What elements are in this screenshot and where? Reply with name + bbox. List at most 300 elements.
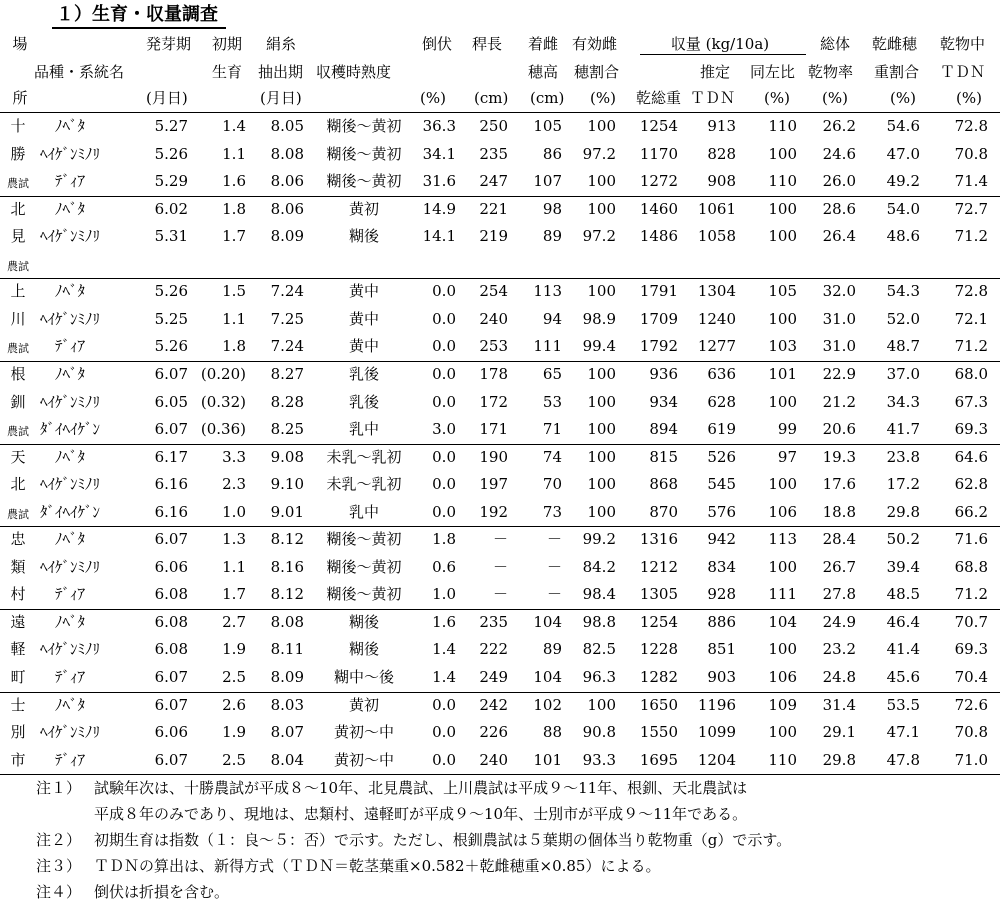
cell-tdn: 1240 — [697, 309, 736, 328]
cell-ear-h: 111 — [533, 337, 562, 356]
cell-variety: ﾉﾍﾞﾀ — [54, 447, 85, 466]
cell-lodging: 0.0 — [432, 364, 456, 383]
cell-dm: 19.3 — [822, 447, 856, 466]
cell-total: 1695 — [639, 750, 678, 769]
cell-variety: ﾃﾞｨｱ — [54, 172, 85, 191]
cell-silk: 8.27 — [270, 364, 304, 383]
cell-maturity: 乳中 — [348, 502, 379, 521]
cell-height: 219 — [479, 227, 508, 246]
cell-lodging: 0.0 — [432, 447, 456, 466]
cell-variety: ﾃﾞｨｱ — [54, 337, 85, 356]
cell-ratio: 100 — [768, 144, 797, 163]
cell-germ: 5.31 — [154, 227, 188, 246]
cell-early: 1.9 — [222, 640, 246, 659]
cell-dm: 24.9 — [822, 612, 856, 631]
group-separator — [0, 196, 1000, 197]
cell-height: 235 — [479, 144, 508, 163]
cell-ratio: 100 — [768, 227, 797, 246]
cell-maturity: 糊後 — [348, 227, 379, 246]
cell-ear-ratio: 100 — [587, 695, 616, 714]
cell-ear-h: 101 — [533, 750, 562, 769]
cell-lodging: 1.8 — [432, 530, 456, 549]
cell-maturity: 糊後 — [348, 640, 379, 659]
cell-germ: 6.07 — [154, 420, 188, 439]
cell-ear-h: 53 — [542, 392, 562, 411]
header-cell: (cm) — [474, 89, 509, 107]
site-label: 農試 — [7, 342, 29, 356]
cell-height: 172 — [479, 392, 508, 411]
cell-ear-dm: 54.6 — [886, 117, 920, 135]
cell-germ: 5.26 — [154, 282, 188, 301]
cell-lodging: 0.0 — [432, 282, 456, 301]
cell-height: 222 — [479, 640, 508, 659]
cell-lodging: 0.0 — [432, 750, 456, 769]
cell-ear-dm: 48.6 — [886, 227, 920, 246]
cell-germ: 6.17 — [154, 447, 188, 466]
cell-variety: ﾃﾞｨｱ — [54, 750, 85, 769]
cell-ear-ratio: 97.2 — [582, 227, 616, 246]
cell-ear-h: 104 — [533, 668, 562, 686]
cell-silk: 8.11 — [270, 640, 304, 659]
cell-ear-dm: 47.8 — [886, 750, 920, 769]
cell-ear-ratio: 100 — [587, 502, 616, 521]
header-cell: (%) — [822, 89, 848, 107]
cell-ear-ratio: 100 — [587, 172, 616, 191]
cell-ear-ratio: 99.2 — [582, 530, 616, 549]
cell-silk: 7.24 — [270, 337, 304, 356]
cell-silk: 8.28 — [270, 392, 304, 411]
header-cell: 有効雌 — [572, 35, 618, 53]
cell-maturity: 乳後 — [348, 392, 379, 411]
note-text: 倒伏は折損を含む。 — [94, 883, 230, 901]
site-label: 天 — [10, 447, 26, 466]
cell-early: 1.7 — [222, 227, 246, 246]
cell-total: 894 — [649, 420, 678, 439]
cell-ratio: 105 — [768, 282, 797, 301]
header-cell: ＴＤＮ — [690, 89, 736, 107]
cell-variety: ﾍｲｹﾞﾝﾐﾉﾘ — [39, 557, 100, 576]
header-cell: 場 — [12, 35, 28, 53]
cell-ear-h: 107 — [533, 172, 562, 191]
cell-ear-dm: 41.4 — [886, 640, 920, 659]
cell-early: 1.1 — [222, 144, 246, 163]
cell-maturity: 黄初 — [348, 695, 379, 714]
site-label: 根 — [10, 364, 26, 383]
header-cell: (月日) — [260, 89, 302, 107]
header-cell: 品種・系統名 — [34, 63, 125, 81]
cell-ear-dm: 47.1 — [886, 723, 920, 742]
cell-ratio: 100 — [768, 723, 797, 742]
cell-tdn-pct: 70.4 — [954, 668, 988, 686]
cell-ear-dm: 37.0 — [886, 364, 920, 383]
header-cell: 総体 — [820, 35, 851, 53]
cell-silk: 8.06 — [270, 199, 304, 218]
cell-variety: ﾉﾍﾞﾀ — [54, 612, 85, 631]
cell-tdn-pct: 62.8 — [954, 475, 988, 494]
site-label: 農試 — [7, 425, 29, 439]
header-cell: 稈長 — [472, 35, 503, 53]
cell-tdn: 526 — [707, 447, 736, 466]
cell-dm: 29.1 — [822, 723, 856, 742]
site-label: 上 — [10, 282, 26, 301]
header-cell: (%) — [956, 89, 982, 107]
cell-tdn-pct: 72.8 — [954, 117, 988, 135]
cell-ratio: 100 — [768, 475, 797, 494]
cell-total: 1254 — [639, 117, 678, 135]
cell-tdn: 1277 — [697, 337, 736, 356]
cell-dm: 23.2 — [822, 640, 856, 659]
cell-maturity: 糊後～黄初 — [326, 172, 402, 191]
cell-germ: 6.16 — [154, 475, 188, 494]
cell-height: 240 — [479, 309, 508, 328]
cell-maturity: 乳後 — [348, 364, 379, 383]
note-label: 注４） — [36, 883, 82, 901]
cell-tdn: 908 — [707, 172, 736, 191]
cell-ear-h: － — [546, 530, 562, 549]
header-cell: 生育 — [212, 63, 243, 81]
cell-ear-dm: 45.6 — [886, 668, 920, 686]
header-cell: 絹糸 — [266, 35, 297, 53]
cell-lodging: 14.9 — [422, 199, 456, 218]
cell-ear-h: 94 — [542, 309, 562, 328]
cell-variety: ﾉﾍﾞﾀ — [54, 364, 85, 383]
cell-silk: 8.08 — [270, 144, 304, 163]
cell-tdn: 545 — [707, 475, 736, 494]
cell-total: 934 — [649, 392, 678, 411]
cell-ratio: 109 — [768, 695, 797, 714]
cell-early: 1.5 — [222, 282, 246, 301]
cell-ear-dm: 50.2 — [886, 530, 920, 549]
cell-early: 2.6 — [222, 695, 246, 714]
cell-ratio: 100 — [768, 392, 797, 411]
site-label: 川 — [10, 309, 26, 328]
site-label: 北 — [10, 199, 26, 218]
cell-tdn-pct: 71.2 — [954, 585, 988, 604]
note-text: 試験年次は、十勝農試が平成８～10年、北見農試、上川農試は平成９～11年、根釧、天北農試は — [94, 779, 748, 797]
site-label: 北 — [10, 475, 26, 494]
cell-tdn-pct: 71.4 — [954, 172, 988, 191]
cell-tdn-pct: 71.0 — [954, 750, 988, 769]
cell-early: 1.8 — [222, 199, 246, 218]
cell-ear-ratio: 90.8 — [582, 723, 616, 742]
site-label: 市 — [10, 750, 26, 769]
cell-early: 1.0 — [222, 502, 246, 521]
cell-tdn: 828 — [707, 144, 736, 163]
cell-early: 1.6 — [222, 172, 246, 191]
cell-tdn: 834 — [707, 557, 736, 576]
cell-germ: 6.07 — [154, 668, 188, 686]
cell-ear-dm: 41.7 — [886, 420, 920, 439]
cell-ear-ratio: 100 — [587, 392, 616, 411]
cell-ratio: 97 — [777, 447, 797, 466]
cell-dm: 26.4 — [822, 227, 856, 246]
cell-silk: 8.07 — [270, 723, 304, 742]
cell-height: － — [492, 530, 508, 549]
cell-ear-h: 102 — [533, 695, 562, 714]
cell-ear-dm: 48.5 — [886, 585, 920, 604]
cell-height: 192 — [479, 502, 508, 521]
site-label: 村 — [10, 585, 26, 604]
cell-height: 226 — [479, 723, 508, 742]
cell-silk: 8.05 — [270, 117, 304, 135]
cell-lodging: 0.0 — [432, 392, 456, 411]
cell-early: (0.36) — [200, 420, 246, 439]
cell-ear-ratio: 99.4 — [582, 337, 616, 356]
cell-maturity: 糊後～黄初 — [326, 557, 402, 576]
group-separator — [0, 526, 1000, 527]
cell-variety: ﾍｲｹﾞﾝﾐﾉﾘ — [39, 392, 100, 411]
header-cell: 所 — [12, 89, 28, 107]
cell-ear-h: 89 — [542, 227, 562, 246]
cell-height: 253 — [479, 337, 508, 356]
cell-total: 936 — [649, 364, 678, 383]
cell-dm: 24.6 — [822, 144, 856, 163]
site-label: 十 — [10, 117, 26, 135]
cell-ratio: 100 — [768, 640, 797, 659]
cell-lodging: 36.3 — [422, 117, 456, 135]
cell-ear-dm: 54.3 — [886, 282, 920, 301]
cell-ear-h: 88 — [542, 723, 562, 742]
cell-lodging: 0.0 — [432, 475, 456, 494]
cell-germ: 6.06 — [154, 557, 188, 576]
cell-ratio: 101 — [768, 364, 797, 383]
header-cell: ＴＤＮ — [940, 63, 986, 81]
cell-ear-h: 74 — [542, 447, 562, 466]
cell-maturity: 黄初～中 — [333, 723, 394, 742]
cell-tdn: 928 — [707, 585, 736, 604]
cell-total: 1650 — [639, 695, 678, 714]
header-cell: 乾総重 — [636, 89, 682, 107]
group-separator — [0, 692, 1000, 693]
cell-tdn: 1061 — [697, 199, 736, 218]
cell-ear-dm: 54.0 — [886, 199, 920, 218]
group-separator — [0, 278, 1000, 279]
cell-ear-ratio: 98.8 — [582, 612, 616, 631]
cell-ear-h: 65 — [542, 364, 562, 383]
header-cell: 倒伏 — [422, 35, 453, 53]
cell-tdn: 1058 — [697, 227, 736, 246]
cell-maturity: 糊後～黄初 — [326, 117, 402, 135]
cell-silk: 8.09 — [270, 227, 304, 246]
header-cell: 穂高 — [528, 63, 559, 81]
cell-ear-ratio: 100 — [587, 447, 616, 466]
cell-silk: 8.03 — [270, 695, 304, 714]
cell-total: 1170 — [639, 144, 678, 163]
cell-ear-ratio: 84.2 — [582, 557, 616, 576]
cell-early: 2.7 — [222, 612, 246, 631]
cell-ear-ratio: 100 — [587, 282, 616, 301]
cell-height: 190 — [479, 447, 508, 466]
cell-silk: 7.25 — [270, 309, 304, 328]
cell-total: 815 — [649, 447, 678, 466]
cell-germ: 5.26 — [154, 337, 188, 356]
cell-height: － — [492, 585, 508, 604]
cell-ear-dm: 48.7 — [886, 337, 920, 356]
cell-ear-dm: 53.5 — [886, 695, 920, 714]
cell-germ: 6.08 — [154, 585, 188, 604]
cell-tdn: 851 — [707, 640, 736, 659]
cell-dm: 22.9 — [822, 364, 856, 383]
cell-germ: 6.02 — [154, 199, 188, 218]
cell-tdn-pct: 69.3 — [954, 420, 988, 439]
cell-ear-h: 89 — [542, 640, 562, 659]
header-cell: 収量 (kg/10a) — [670, 35, 770, 53]
cell-ear-dm: 46.4 — [886, 612, 920, 631]
cell-variety: ﾀﾞｲﾍｲｹﾞﾝ — [39, 502, 100, 521]
cell-tdn-pct: 64.6 — [954, 447, 988, 466]
cell-dm: 32.0 — [822, 282, 856, 301]
cell-total: 1791 — [639, 282, 678, 301]
cell-dm: 26.0 — [822, 172, 856, 191]
cell-total: 1460 — [639, 199, 678, 218]
cell-ear-ratio: 93.3 — [582, 750, 616, 769]
cell-lodging: 1.0 — [432, 585, 456, 604]
cell-dm: 28.4 — [822, 530, 856, 549]
cell-ear-h: － — [546, 557, 562, 576]
cell-variety: ﾃﾞｨｱ — [54, 668, 85, 686]
cell-variety: ﾍｲｹﾞﾝﾐﾉﾘ — [39, 640, 100, 659]
header-bottom-border — [0, 112, 1000, 113]
cell-ratio: 100 — [768, 309, 797, 328]
cell-variety: ﾉﾍﾞﾀ — [54, 282, 85, 301]
cell-ratio: 103 — [768, 337, 797, 356]
cell-total: 1709 — [639, 309, 678, 328]
cell-height: － — [492, 557, 508, 576]
cell-maturity: 糊後 — [348, 612, 379, 631]
cell-tdn: 1204 — [697, 750, 736, 769]
cell-silk: 9.10 — [270, 475, 304, 494]
cell-ear-dm: 52.0 — [886, 309, 920, 328]
cell-ear-ratio: 82.5 — [582, 640, 616, 659]
header-cell: 抽出期 — [258, 63, 304, 81]
cell-silk: 9.01 — [270, 502, 304, 521]
cell-germ: 5.27 — [154, 117, 188, 135]
cell-lodging: 0.0 — [432, 309, 456, 328]
cell-total: 1282 — [639, 668, 678, 686]
cell-dm: 31.4 — [822, 695, 856, 714]
cell-ear-dm: 34.3 — [886, 392, 920, 411]
cell-dm: 26.7 — [822, 557, 856, 576]
cell-tdn: 942 — [707, 530, 736, 549]
cell-ear-h: 71 — [542, 420, 562, 439]
cell-early: (0.20) — [200, 364, 246, 383]
cell-tdn: 628 — [707, 392, 736, 411]
cell-germ: 5.25 — [154, 309, 188, 328]
cell-germ: 6.06 — [154, 723, 188, 742]
cell-germ: 5.26 — [154, 144, 188, 163]
cell-height: 197 — [479, 475, 508, 494]
cell-ear-ratio: 100 — [587, 364, 616, 383]
cell-germ: 6.08 — [154, 612, 188, 631]
yield-table — [0, 32, 1000, 772]
header-cell: 乾物中 — [940, 35, 986, 53]
cell-ear-h: 86 — [542, 144, 562, 163]
cell-tdn: 576 — [707, 502, 736, 521]
cell-total: 1486 — [639, 227, 678, 246]
cell-ear-dm: 49.2 — [886, 172, 920, 191]
cell-height: 242 — [479, 695, 508, 714]
cell-early: 1.3 — [222, 530, 246, 549]
site-label: 見 — [10, 227, 26, 246]
header-cell: 穂割合 — [574, 63, 620, 81]
cell-ratio: 110 — [768, 117, 797, 135]
header-cell: (%) — [764, 89, 790, 107]
cell-total: 1550 — [639, 723, 678, 742]
site-label: 釧 — [10, 392, 26, 411]
header-cell: (月日) — [146, 89, 188, 107]
cell-tdn-pct: 70.7 — [954, 612, 988, 631]
page-title: １）生育・収量調査 — [52, 3, 226, 29]
cell-tdn: 913 — [707, 117, 736, 135]
site-label: 農試 — [7, 259, 29, 273]
cell-ear-ratio: 96.3 — [582, 668, 616, 686]
cell-ratio: 100 — [768, 199, 797, 218]
header-cell: 推定 — [700, 63, 731, 81]
note-label: 注３） — [36, 857, 82, 875]
cell-total: 870 — [649, 502, 678, 521]
header-cell: (cm) — [530, 89, 565, 107]
cell-early: 2.5 — [222, 750, 246, 769]
cell-ear-h: － — [546, 585, 562, 604]
cell-dm: 28.6 — [822, 199, 856, 218]
site-label: 士 — [10, 695, 26, 714]
note-label: 注２） — [36, 831, 82, 849]
cell-early: 1.4 — [222, 117, 246, 135]
cell-height: 240 — [479, 750, 508, 769]
cell-tdn: 619 — [707, 420, 736, 439]
cell-tdn-pct: 72.1 — [954, 309, 988, 328]
cell-dm: 17.6 — [822, 475, 856, 494]
cell-tdn: 1196 — [697, 695, 736, 714]
site-label: 軽 — [10, 640, 26, 659]
cell-early: 1.9 — [222, 723, 246, 742]
cell-tdn: 886 — [707, 612, 736, 631]
cell-tdn: 636 — [707, 364, 736, 383]
cell-tdn: 1304 — [697, 282, 736, 301]
header-cell: (%) — [590, 89, 616, 107]
cell-ear-h: 98 — [542, 199, 562, 218]
cell-tdn-pct: 68.0 — [954, 364, 988, 383]
cell-lodging: 34.1 — [422, 144, 456, 163]
cell-lodging: 0.0 — [432, 723, 456, 742]
header-cell: (%) — [890, 89, 916, 107]
cell-germ: 5.29 — [154, 172, 188, 191]
header-cell: (%) — [420, 89, 446, 107]
cell-maturity: 糊中～後 — [333, 668, 394, 686]
cell-early: 3.3 — [222, 447, 246, 466]
cell-ear-h: 104 — [533, 612, 562, 631]
cell-lodging: 3.0 — [432, 420, 456, 439]
cell-ear-h: 113 — [533, 282, 562, 301]
cell-ear-ratio: 97.2 — [582, 144, 616, 163]
header-cell: 着雌 — [528, 35, 559, 53]
cell-silk: 8.06 — [270, 172, 304, 191]
cell-total: 1272 — [639, 172, 678, 191]
cell-maturity: 糊後～黄初 — [326, 585, 402, 604]
cell-tdn: 1099 — [697, 723, 736, 742]
cell-variety: ﾃﾞｨｱ — [54, 585, 85, 604]
cell-maturity: 糊後～黄初 — [326, 144, 402, 163]
cell-ear-h: 70 — [542, 475, 562, 494]
cell-total: 1792 — [639, 337, 678, 356]
cell-tdn-pct: 71.2 — [954, 227, 988, 246]
header-cell: 乾雌穂 — [872, 35, 918, 53]
cell-dm: 20.6 — [822, 420, 856, 439]
note-text: ＴＤＮの算出は、新得方式（ＴＤＮ＝乾茎葉重×0.582＋乾雌穂重×0.85）による。 — [94, 857, 661, 875]
cell-height: 235 — [479, 612, 508, 631]
cell-tdn-pct: 66.2 — [954, 502, 988, 521]
site-label: 町 — [10, 668, 26, 686]
